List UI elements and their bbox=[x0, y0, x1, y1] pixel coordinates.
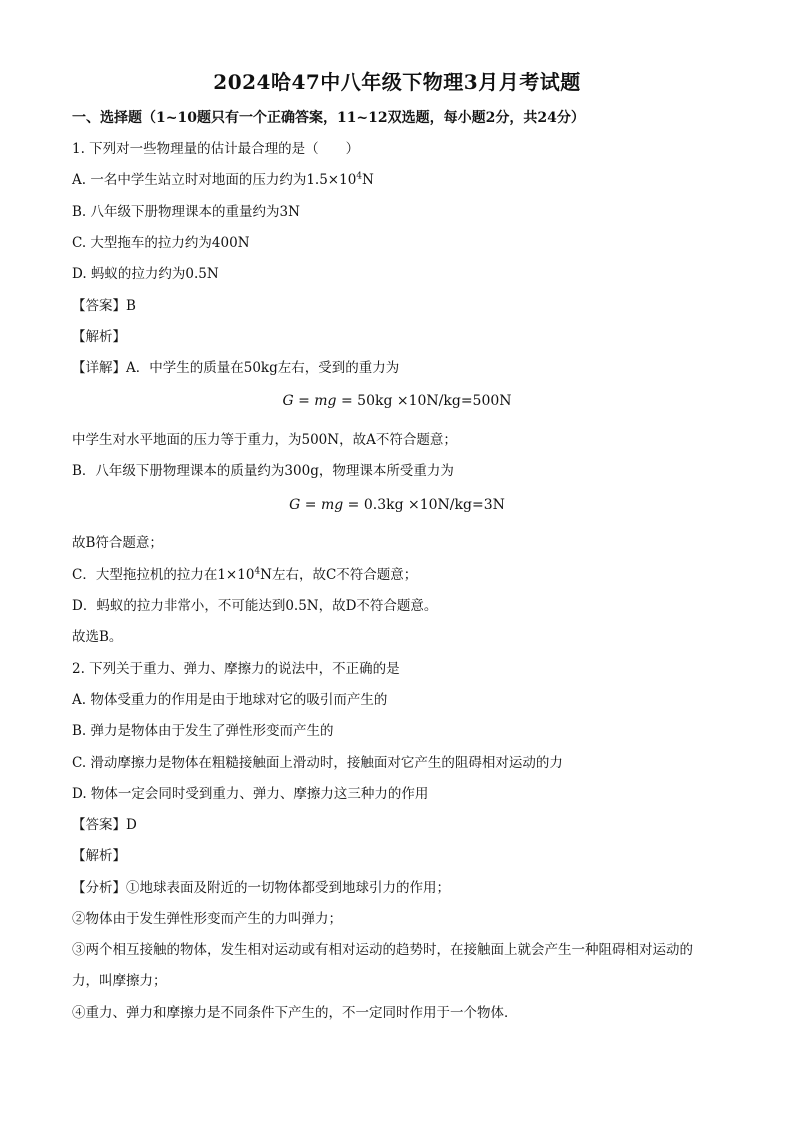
question-2-answer: 【答案】D bbox=[72, 817, 137, 833]
question-1-detail-a2: 中学生对水平地面的压力等于重力，为500N，故A不符合题意； bbox=[72, 432, 457, 448]
question-1-stem: 1. 下列对一些物理量的估计最合理的是（ ） bbox=[72, 141, 360, 157]
question-2-option-b: B. 弹力是物体由于发生了弹性形变而产生的 bbox=[72, 723, 334, 739]
question-2-fenxi-4: ④重力、弹力和摩擦力是不同条件下产生的，不一定同时作用于一个物体． bbox=[72, 1005, 518, 1021]
question-1-detail-b2: 故B符合题意； bbox=[72, 535, 163, 551]
question-1-option-a: A. 一名中学生站立时对地面的压力约为$1.5\times 10^4N$ bbox=[72, 171, 374, 188]
question-1-analysis-label: 【解析】 bbox=[72, 329, 126, 345]
question-1-detail-c: C．大型拖拉机的拉力在$1\times 10^4N$左右，故C不符合题意； bbox=[72, 566, 418, 583]
question-1-option-d: D. 蚂蚁的拉力约为0.5N bbox=[72, 266, 219, 282]
question-2-fenxi-2: ②物体由于发生弹性形变而产生的力叫弹力； bbox=[72, 911, 342, 927]
question-2-stem: 2. 下列关于重力、弹力、摩擦力的说法中，不正确的是 bbox=[72, 661, 400, 677]
page-title: 2024哈47中八年级下物理3月月考试题 bbox=[213, 70, 581, 94]
question-2-fenxi-3b: 力，叫摩擦力； bbox=[72, 973, 167, 989]
formula-1: G = mg = 50kg ×10N/kg=500N bbox=[282, 393, 512, 409]
question-2-option-d: D. 物体一定会同时受到重力、弹力、摩擦力这三种力的作用 bbox=[72, 786, 429, 802]
question-1-option-c: C. 大型拖车的拉力约为400N bbox=[72, 235, 250, 251]
question-1-conclusion: 故选B。 bbox=[72, 629, 123, 645]
question-2-fenxi-1: 【分析】①地球表面及附近的一切物体都受到地球引力的作用； bbox=[72, 880, 450, 896]
question-1-answer: 【答案】B bbox=[72, 298, 136, 314]
question-2-fenxi-3a: ③两个相互接触的物体，发生相对运动或有相对运动的趋势时，在接触面上就会产生一种阻碍相对运动的 bbox=[72, 942, 693, 958]
question-1-detail-a: 【详解】A．中学生的质量在50kg左右，受到的重力为 bbox=[72, 360, 400, 376]
question-2-option-c: C. 滑动摩擦力是物体在粗糙接触面上滑动时，接触面对它产生的阻碍相对运动的力 bbox=[72, 755, 563, 771]
section-heading: 一、选择题（1~10题只有一个正确答案，11~12双选题，每小题2分，共24分） bbox=[72, 110, 585, 126]
formula-2: G = mg = 0.3kg ×10N/kg=3N bbox=[289, 497, 505, 513]
question-2-analysis-label: 【解析】 bbox=[72, 848, 126, 864]
question-2-option-a: A. 物体受重力的作用是由于地球对它的吸引而产生的 bbox=[72, 692, 388, 708]
question-1-detail-b: B．八年级下册物理课本的质量约为300g，物理课本所受重力为 bbox=[72, 463, 454, 479]
question-1-option-b: B. 八年级下册物理课本的重量约为3N bbox=[72, 204, 300, 220]
question-1-detail-d: D．蚂蚁的拉力非常小，不可能达到0.5N，故D不符合题意。 bbox=[72, 598, 438, 614]
